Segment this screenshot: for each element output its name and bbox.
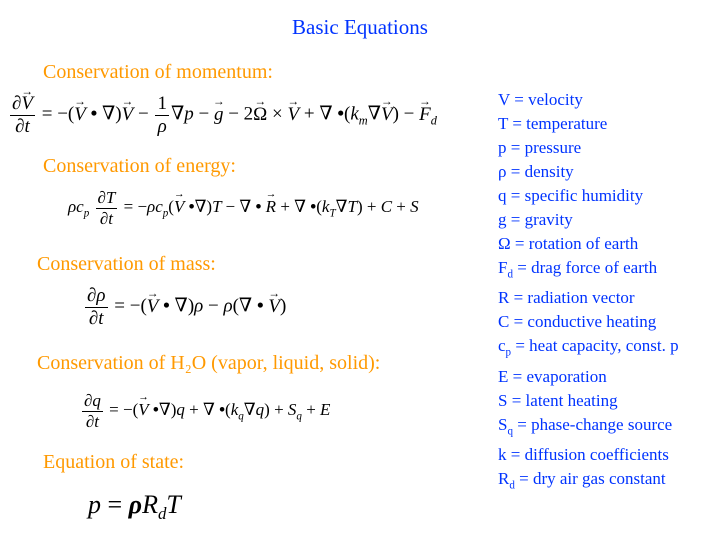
legend-description: = diffusion coefficients xyxy=(506,445,669,465)
legend-symbol: R xyxy=(498,288,510,308)
legend-symbol: Ω xyxy=(498,234,511,253)
legend-item xyxy=(498,232,679,256)
legend-symbol: g xyxy=(498,210,507,229)
legend-symbol: S xyxy=(498,390,508,410)
legend-description: = phase-change source xyxy=(513,414,673,434)
legend-item xyxy=(498,160,679,184)
legend-symbol: V xyxy=(498,90,510,109)
legend-item xyxy=(498,365,679,389)
legend-description: = radiation vector xyxy=(509,288,635,308)
legend-symbol: E xyxy=(498,366,509,386)
legend-symbol: F xyxy=(498,258,508,277)
legend-symbol: C xyxy=(498,312,510,332)
heading-energy: Conservation of energy: xyxy=(43,155,236,177)
legend-subscript: d xyxy=(507,268,513,281)
legend-subscript: p xyxy=(505,346,512,359)
legend-item xyxy=(498,310,679,334)
legend-description: = pressure xyxy=(506,138,582,157)
legend-symbol: R xyxy=(498,469,510,489)
heading-momentum: Conservation of momentum: xyxy=(43,61,273,83)
legend-item xyxy=(498,413,679,443)
legend-description: = gravity xyxy=(506,210,573,229)
legend-item xyxy=(498,256,679,286)
legend-symbol: S xyxy=(498,414,508,434)
legend-description: = drag force of earth xyxy=(513,258,658,277)
symbol-legend xyxy=(498,88,679,498)
legend-symbol: ρ xyxy=(498,162,507,181)
legend-description: = heat capacity, const. p xyxy=(511,336,679,356)
legend-symbol: c xyxy=(498,336,506,356)
legend-item xyxy=(498,184,679,208)
heading-mass: Conservation of mass: xyxy=(37,253,216,275)
legend-item xyxy=(498,286,679,310)
legend-description: = density xyxy=(506,162,574,181)
legend-symbol: q xyxy=(498,186,507,205)
legend-item xyxy=(498,467,679,497)
equation-state: $p = \rho R_dT$ xyxy=(88,490,181,524)
legend-symbol: p xyxy=(498,138,507,157)
legend-item xyxy=(498,334,679,364)
legend-symbol: T xyxy=(498,114,509,133)
legend-item xyxy=(498,208,679,232)
legend-item xyxy=(498,389,679,413)
legend-item xyxy=(498,443,679,467)
legend-item xyxy=(498,112,679,136)
legend-description: = specific humidity xyxy=(506,186,644,205)
legend-description: = evaporation xyxy=(508,366,607,386)
legend-description: = latent heating xyxy=(507,390,618,410)
heading-water: Conservation of H₂O (vapor, liquid, solid): xyxy=(37,352,381,374)
equation-water: $\frac{\partial q}{\partial t}$ = −(→ V •∇)q + ∇ $•(k_q\nabla q) + S_q + E$ xyxy=(80,391,330,431)
legend-description: = velocity xyxy=(509,90,583,109)
legend-subscript: q xyxy=(507,425,513,438)
legend-description: = dry air gas constant xyxy=(514,469,666,489)
slide-title: Basic Equations xyxy=(292,15,428,39)
equation-mass: $\frac{\partial\rho}{\partial t}$ = −(→ V • ∇)ρ − ρ(∇ • → V) xyxy=(83,285,286,330)
heading-state: Equation of state: xyxy=(43,451,185,473)
legend-subscript: d xyxy=(509,479,515,492)
legend-description: = conductive heating xyxy=(509,312,657,332)
legend-description: = temperature xyxy=(508,114,608,133)
legend-item xyxy=(498,88,679,112)
legend-symbol: k xyxy=(498,445,507,465)
equation-energy: $\rho c_p$ $\frac{\partial T}{\partial t}$ = $-\rho c_p(\to V$ •∇)T − ∇ • → R + ∇ $•(k_T\nabla T) + C + S$ xyxy=(68,188,419,228)
legend-description: = rotation of earth xyxy=(510,234,639,253)
legend-item xyxy=(498,136,679,160)
equation-momentum: $\frac{\partial\to V}{\partial t}$ = −(→ V • ∇)→ V − $\frac{1}{\rho}$ ∇p − → g − 2→ Ω × → V + ∇ $•(k_m\nabla\to V)$ − → $F_d$ xyxy=(8,93,437,138)
